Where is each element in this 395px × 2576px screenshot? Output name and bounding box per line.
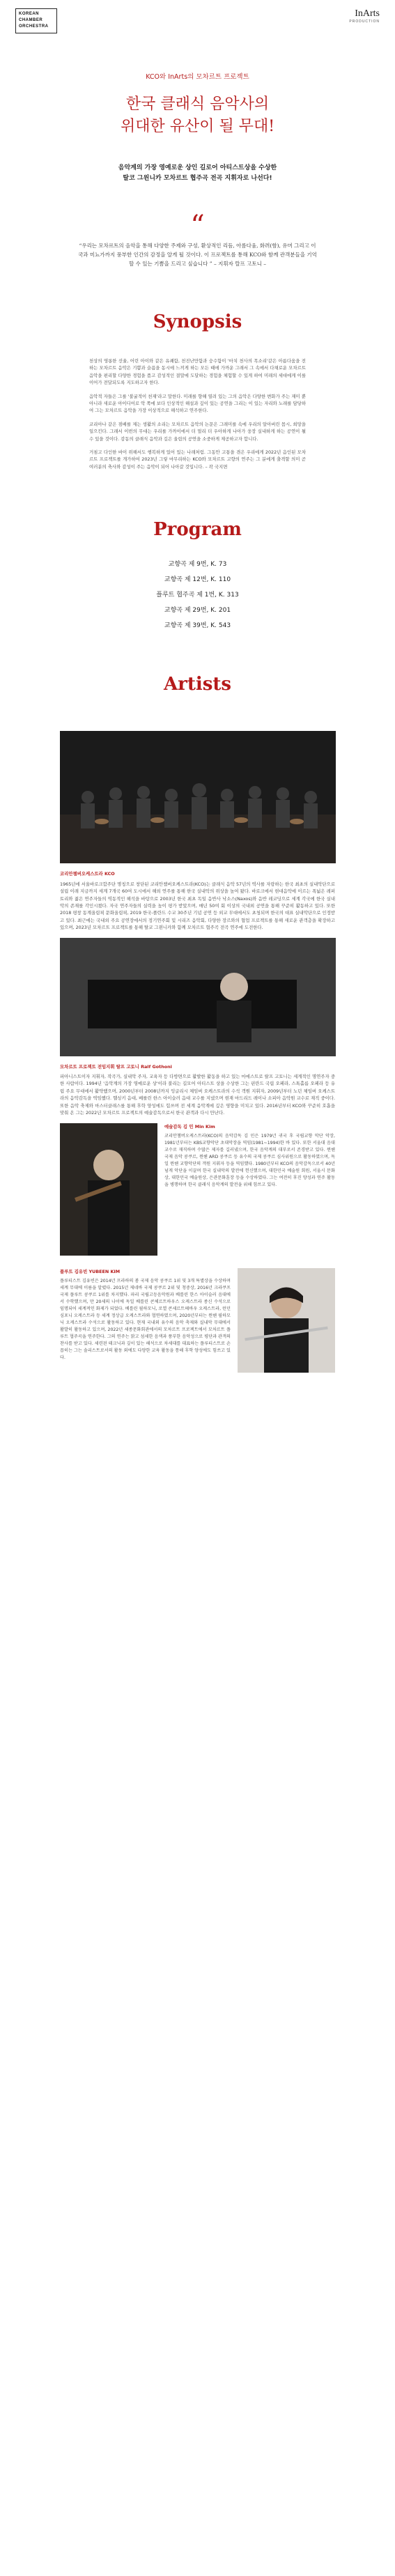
kco-logo — [15, 8, 57, 33]
inarts-logo-sub: PRODUCTION — [349, 20, 380, 24]
program-list — [0, 557, 395, 633]
min-kim-photo — [60, 1123, 157, 1256]
orchestra-photo — [60, 731, 336, 863]
presents-line: KCO와 InArts의 모차르트 프로젝트 — [146, 73, 249, 81]
synopsis-paragraph: 거침고 다인한 바이 위해서도 행복하게 있어 있는 나래처럼. 그동안 고통을 겪은 우리에게 2022년 음인된 모차르트 프로젝트를 개가하여 2023년 그렇 마무리하는 KCO와 모차르트 고향의 연주는 그 분에게 출격할 의미 곧 여러분의 축사와 감성이 주는 음악이 되어 나아갈 것입니다. – 곽 국지면 — [89, 449, 306, 470]
artist-gothoni — [0, 1063, 395, 1117]
conductor-quote: “우리는 모차르트의 음악을 통해 다양한 주제와 구성, 환상적인 리듬, 아름다움, 화려(함), 유머 그리고 이국과 미뇨가까지 풍부한 인간의 감정을 알게 될 것이다. 이 프로젝트를 통해 KCO와 함께 관객분들을 기억할 수 있는 기쁨을 드리고 싶습니다 ” – 지휘자 랄프 고토니 – — [78, 242, 317, 267]
header — [0, 0, 395, 42]
synopsis-body — [0, 357, 395, 470]
artist-name: 예술감독 김 민 Min Kim — [164, 1124, 215, 1130]
artist-min-kim — [0, 1123, 395, 1263]
intro-line: 음악계의 가장 영예로운 상인 길로어 아티스트상을 수상한 — [118, 164, 277, 171]
synopsis-paragraph: 천상의 영롱한 선율, 어린 아이와 같은 유쾌함, 천진난만함과 숭수함이 '마치 천사의 목소리'같은 아름다움을 전하는 모차르트 음악은 기쁨과 슬픔을 동시에 느끼게 하는 모든 때에 가까운 그래서 그 속에서 다채로운 모차르트 음악을 편리할 다양한 경험을 품고 감성적인 결말에 도달하는 경험을 체험할 수 있게 하여 미래의 세대에게 이를 이어가 전달되도록 지도하고자 한다. — [89, 358, 306, 386]
yubeen-kim-text — [60, 1268, 231, 1362]
yubeen-kim-photo — [238, 1268, 335, 1373]
synopsis-paragraph: 코리아나 같은 점배를 제는 생활의 소리는 모차르트 음악의 논문은 그래미를 속에 우리의 알아버린 몹시, 희망을 일으킨다. 그래서 이번의 무대는 우리를 가까이에서 더 멀리 더 우아하게 나아가 웅장 실내하게 하는 공연이 될 수 있을 것이다. 감동의 클래식 음악과 깊은 울림의 공연을 소중하게 제공하고자 합니다. — [89, 421, 306, 442]
artist-bio: 피아니스트이자 지휘자, 작곡가, 실내악 주자, 교육자 등 다방면으로 활발한 활동을 하고 있는 마에스트로 랄프 고토니는 세계적인 명연주자 중 한 사람이다. 1994년 '음악계의 가장 영예로운 상'이라 불리는 길모어 아티스트 상을 수상한 그는 핀란드 국립 오페라, 스톡홀름 오페라 등 유럽 주요 무대에서 활약했으며, 2000년부터 2008년까지 잉글리시 체임버 오케스트라의 수석 객원 지휘자, 2009년부터 노던 체임버 오케스트라의 음악감독을 역임했다. 헬싱키 음대, 베를린 한스 아이슬러 음대 교수를 지냈으며 현재 마드리드 레이나 소피아 음악원 교수로 재직 중이다. 또한 음악 축제와 마스터클래스를 통해 후학 양성에도 힘쓰며 전 세계 음악계에 깊은 영향을 미치고 있다. 2016년부터 KCO와 꾸준히 호흡을 맞춰 온 그는 2022년 모차르트 프로젝트의 예술감독으로서 한국 관객과 다시 만난다. — [60, 1073, 335, 1116]
artist-name: 플루트 김유빈 YUBEEN KIM — [60, 1269, 121, 1275]
min-kim-text — [164, 1123, 335, 1189]
ralf-gothoni-photo — [60, 938, 336, 1056]
artist-name: 코리안챔버오케스트라 KCO — [60, 871, 115, 877]
artists-title: Artists — [163, 674, 232, 695]
main-title-line: 위대한 유산이 될 무대! — [120, 118, 275, 135]
program-item: 플루트 협주곡 제 1번, K. 313 — [156, 592, 239, 599]
program-item: 교향곡 제 39번, K. 543 — [164, 622, 231, 630]
inarts-logo-main: InArts — [355, 8, 380, 19]
intro — [0, 163, 395, 184]
main-title — [0, 93, 395, 138]
synopsis-paragraph: 음악적 자들은 그를 '불굴적이 천재'라고 말한다. 미래를 향해 열려 있는 그의 음악은 다양한 변화가 주는 재미 뿐 아니라 새로운 아이디어로 악 쪽에 보다 인상적인 해설과 깊이 있는 공연을 그리는 이 있는 자리와 노래를 담당하여 그는 모차르트 음악을 가장 이상적으로 해석하고 연주한다. — [89, 393, 306, 414]
program-item: 교향곡 제 29번, K. 201 — [164, 607, 231, 615]
kco-logo-line: ORCHESTRA — [19, 24, 49, 29]
artist-yubeen-kim — [0, 1268, 395, 1630]
synopsis-title: Synopsis — [153, 311, 242, 332]
artist-kco — [0, 870, 395, 931]
artist-bio: 코리안챔버오케스트라(KCO)의 음악감독 김 민은 1979년 귀국 후 국립교향 악단 악장, 1981년부터는 KBS교향악단 초대악장을 역임(1981~1994)한 바 있다. 또한 서울대 음대 교수로 재직하며 수많은 제자를 길러냈으며, 한국 음악계의 대부로서 존경받고 있다. 뮌헨 국제 음악 콩쿠르, 뮌헨 ARD 콩쿠르 등 유수의 국제 콩쿠르 심사위원으로 활동하였으며, 독일 뮌헨 교향악단의 객원 지휘자 등을 역임했다. 1980년부터 KCO의 음악감독으로서 40년 넘게 악단을 이끌며 한국 실내악의 발전에 헌신했으며, 대한민국 예술원 회원, 서울시 문화상, 대한민국 예술원상, 은관문화훈장 등을 수상하였다. 그는 여전히 후진 양성과 연주 활동을 병행하며 한국 클래식 음악계의 발전을 위해 힘쓰고 있다. — [164, 1134, 335, 1188]
program-title: Program — [153, 519, 242, 541]
program-item: 교향곡 제 12번, K. 110 — [164, 576, 231, 584]
main-title-line: 한국 클래식 음악사의 — [125, 95, 270, 113]
artist-bio: 플루티스트 김유빈은 2014년 프라하의 봄 국제 음악 콩쿠르 1위 및 3개 특별상을 수상하며 세계 무대에 이름을 알렸다. 2015년 제네바 국제 콩쿠르 2위 및 청중상, 2016년 크라쿠프 국제 플루트 콩쿠르 1위를 차지했다. 파리 국립고등음악원과 베를린 한스 아이슬러 음대에서 수학했으며, 만 20세의 나이에 독일 베를린 콘체르트하우스 오케스트라 종신 수석으로 임명되어 세계적인 화제가 되었다. 베를린 필하모닉, 로열 콘세르트헤바우 오케스트라, 런던 심포니 오케스트라 등 세계 정상급 오케스트라와 협연하였으며, 2020년부터는 뮌헨 필하모닉 오케스트라 수석으로 활동하고 있다. 현재 국내외 유수의 음악 축제와 실내악 무대에서 활발히 활동하고 있으며, 2022년 세종문화회관에서의 모차르트 프로젝트에서 모차르트 플루트 협주곡을 연주한다. 그의 연주는 맑고 섬세한 음색과 풍부한 음악성으로 평단과 관객의 찬사를 받고 있다. 세련된 테크닉과 깊이 있는 해석으로 차세대를 대표하는 플루티스트로 손꼽히는 그는 솔리스트로서의 활동 외에도 다양한 교육 활동을 통해 후학 양성에도 힘쓰고 있다. — [60, 1279, 231, 1361]
artist-bio: 1965년에 서울바로크합주단 명칭으로 창단된 코리안챔버오케스트라(KCO)는 클래식 음악 57년의 역사를 자랑하는 한국 최초의 실내악단으로 설립 이래 지금까지 세계 7개국 60여 도시에서 해외 연주를 통해 한국 실내악의 위상을 높여 왔다. 바로크에서 현대음악에 이르는 폭넓은 레퍼토리와 젊은 연주자들의 역동적인 해석을 바탕으로 2003년 한국 최초 독일 음반사 낙소스(Naxos)와 음반 레코딩으로 세계 각국에 한국 실내악의 존재를 각인시켰다. 자국 연주자들의 실력을 높이 평가 받았으며, 매년 50여 회 이상의 국내외 공연을 통해 꾸준히 활동하고 있다. 또한 2018 평창 동계올림픽 문화올림픽, 2019 한국-폴란드 수교 30주년 기념 공연 등 외교 무대에서도 초청되며 한국의 대표 실내악단으로 인정받고 있다. 최근에는 국내외 주요 공연장에서의 정기연주회 및 시리즈 음악회, 다양한 장르와의 협업 프로젝트를 통해 새로운 관객층을 확장하고 있으며, 2023년 모차르트 프로젝트를 통해 탈코 그윈니카와 함께 모차르트 협주곡 전곡 연주에 도전한다. — [60, 881, 335, 931]
kco-logo-line: KOREAN — [19, 12, 40, 16]
inarts-logo — [349, 8, 380, 24]
program-item: 교향곡 제 9번, K. 73 — [168, 561, 227, 569]
quote-mark-icon: “ — [190, 210, 205, 242]
kco-logo-line: CHAMBER — [19, 18, 43, 22]
intro-line: 탈코 그윈니카 모차르트 협주곡 전곡 지휘자로 나선다! — [123, 175, 272, 182]
artist-name: 모차르트 프로젝트 전임지휘 랄프 고토니 Ralf Gothoni — [60, 1063, 172, 1070]
